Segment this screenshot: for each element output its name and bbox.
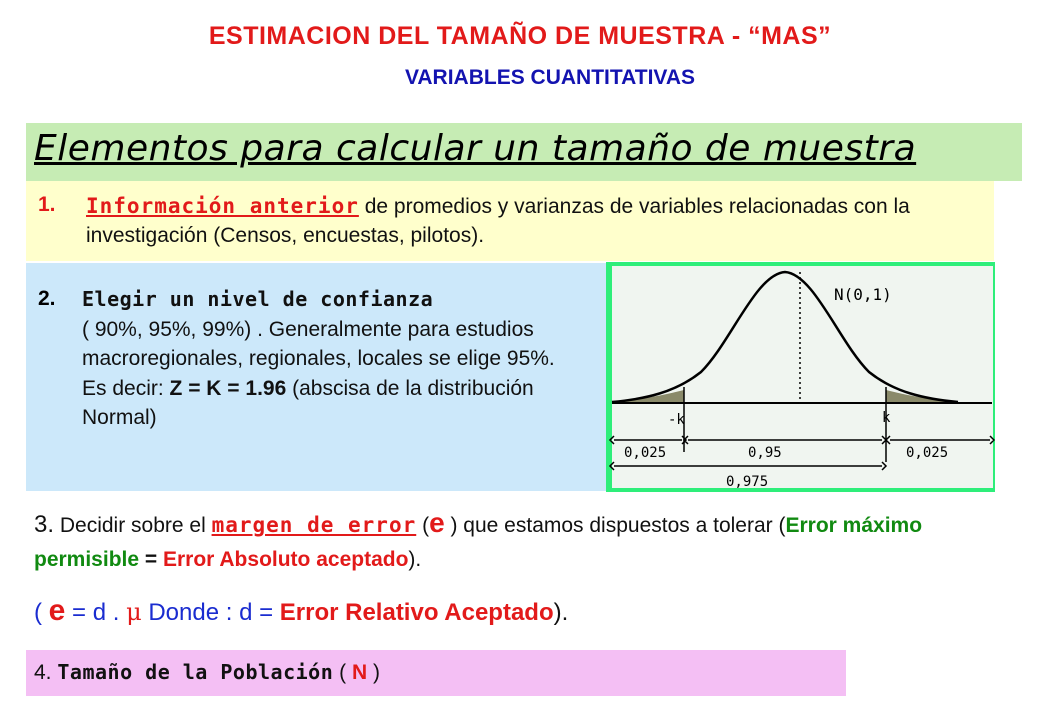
item-2-heading: Elegir un nivel de confianza bbox=[82, 287, 434, 311]
item-1-number: 1. bbox=[38, 193, 56, 216]
item-3-equals: = bbox=[139, 548, 163, 571]
item-3-part-3: ) que estamos dispuestos a tolerar ( bbox=[444, 514, 786, 537]
formula-e: e bbox=[48, 594, 66, 627]
item-2-text bbox=[82, 285, 602, 433]
item-3-symbol: e bbox=[429, 507, 445, 538]
right-tail-value: 0,025 bbox=[906, 445, 949, 461]
item-1-box bbox=[26, 181, 994, 261]
item-2-formula-line bbox=[82, 374, 602, 433]
item-3-number: 3. bbox=[34, 511, 55, 538]
item-3-text bbox=[34, 506, 1024, 577]
mu-symbol: μ bbox=[126, 598, 142, 626]
center-value: 0,95 bbox=[748, 445, 782, 461]
minus-k-label: -k bbox=[668, 412, 685, 428]
formula-close: ). bbox=[553, 599, 569, 626]
error-formula-line bbox=[34, 594, 568, 628]
item-1-highlight: Información anterior bbox=[86, 194, 359, 218]
item-1-body: de promedios y varianzas de variables relacionadas con la investigación (Censos, encuestas, pilotos). bbox=[86, 195, 910, 247]
item-2-box bbox=[26, 263, 608, 491]
item-2-formula: Z = K = 1.96 bbox=[169, 376, 287, 400]
item-2-after: (abscisa de la distribución Normal) bbox=[82, 376, 534, 429]
item-4-heading: Tamaño de la Población bbox=[57, 660, 334, 684]
item-3-highlight: margen de error bbox=[211, 513, 417, 537]
item-4-N: N bbox=[351, 661, 368, 684]
left-tail-value: 0,025 bbox=[624, 445, 667, 461]
item-3-part-4: ). bbox=[408, 548, 422, 571]
item-4-open: ( bbox=[333, 661, 352, 684]
item-4-box bbox=[26, 650, 846, 696]
cumulative-value: 0,975 bbox=[726, 474, 769, 490]
item-3-red: Error Absoluto aceptado bbox=[162, 548, 409, 571]
dist-label: N(0,1) bbox=[834, 285, 892, 304]
formula-mid: = d . bbox=[65, 599, 127, 626]
item-1-text bbox=[86, 192, 986, 250]
section-banner-text: Elementos para calcular un tamaño de muestra bbox=[34, 128, 917, 169]
formula-open: ( bbox=[34, 599, 49, 626]
k-label: k bbox=[882, 410, 891, 426]
item-4-number: 4. bbox=[34, 661, 58, 684]
item-2-body: ( 90%, 95%, 99%) . Generalmente para estudios macroregionales, regionales, locales se elige 95%. bbox=[82, 317, 555, 370]
item-4-text bbox=[34, 660, 380, 685]
item-4-close: ) bbox=[367, 661, 380, 684]
item-2-es-decir: Es decir: bbox=[82, 376, 170, 400]
formula-donde: Donde : d = bbox=[141, 599, 280, 626]
item-3-part-2: ( bbox=[416, 514, 430, 537]
normal-curve-diagram bbox=[606, 262, 995, 492]
item-3-part-1: Decidir sobre el bbox=[54, 514, 212, 537]
slide-title: ESTIMACION DEL TAMAÑO DE MUESTRA - “MAS” bbox=[208, 22, 832, 50]
formula-red: Error Relativo Aceptado bbox=[279, 599, 554, 626]
item-2-number: 2. bbox=[38, 287, 56, 310]
item-3-green: Error máximo permisible bbox=[34, 514, 923, 571]
normal-distribution-figure bbox=[606, 262, 995, 492]
slide-subtitle: VARIABLES CUANTITATIVAS bbox=[404, 66, 696, 89]
